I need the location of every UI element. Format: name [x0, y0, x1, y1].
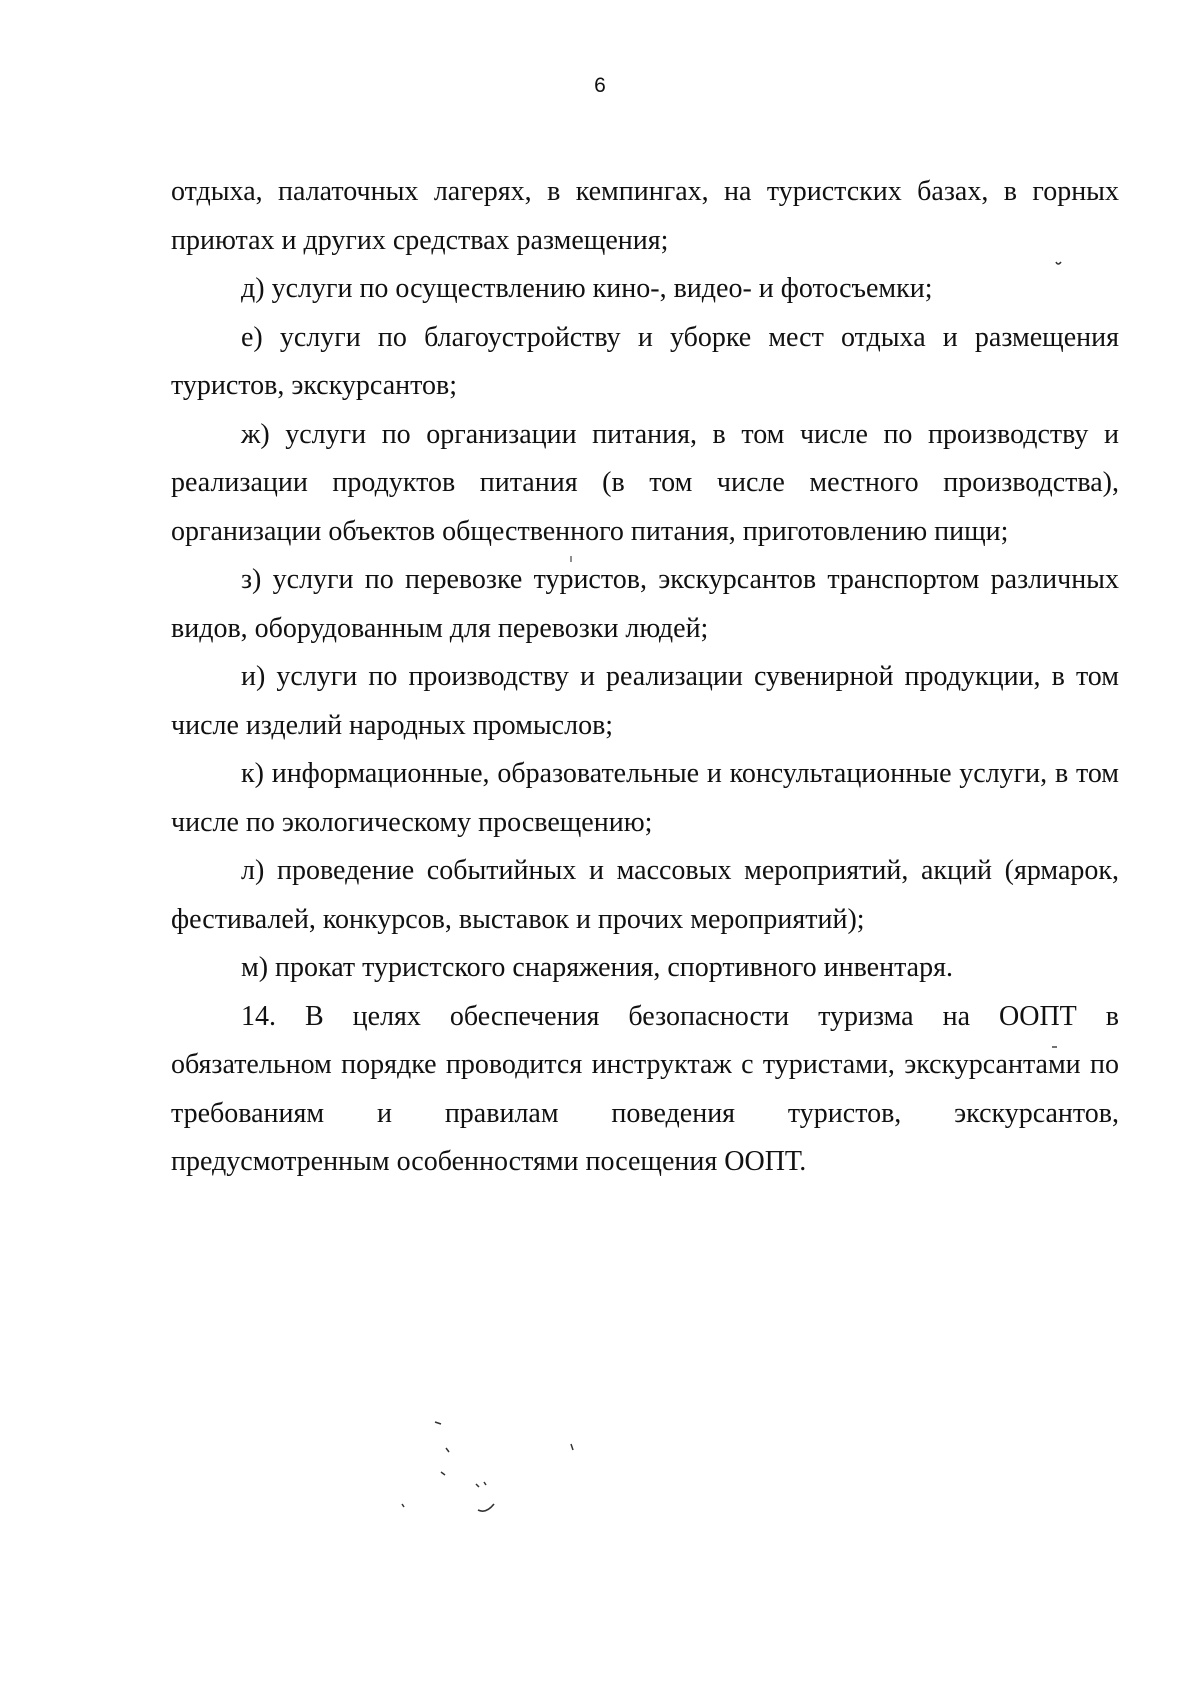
paragraph-item-l: л) проведение событийных и массовых мероприятий, акций (ярмарок, фестивалей, конкурсов, выставок и прочих мероприятий); — [171, 855, 1119, 935]
page-number: 6 — [594, 74, 606, 97]
item-14-line-3: требованиям и правилам поведения туристов, экскурсантов, — [171, 1097, 1119, 1129]
paragraph-item-e: е) услуги по благоустройству и уборке мест отдыха и размещения туристов, экскурсантов; — [171, 321, 1119, 401]
item-14-line-1: 14. В целях обеспечения безопасности туризма на ООПТ в — [241, 1000, 1119, 1032]
paragraph-item-zh: ж) услуги по организации питания, в том числе по производству и реализации продуктов питания (в том числе местного производства), организации объектов общественного питания, приготовлению пищи; — [171, 418, 1119, 547]
paragraph-item-14 — [171, 993, 1119, 1187]
item-14-line-4: предусмотренным особенностями посещения ООПТ. — [171, 1146, 807, 1177]
paragraph-item-z: з) услуги по перевозке туристов, экскурсантов транспортом различных видов, оборудованным для перевозки людей; — [171, 564, 1119, 644]
paragraph-item-d: д) услуги по осуществлению кино-, видео- и фотосъемки; — [241, 273, 933, 304]
paragraph-continuation: отдыха, палаточных лагерях, в кемпингах, на туристских базах, в горных приютах и других средствах размещения; — [171, 176, 1119, 256]
paragraph-item-k: к) информационные, образовательные и консультационные услуги, в том числе по экологическому просвещению; — [171, 758, 1119, 838]
paragraph-item-m: м) прокат туристского снаряжения, спортивного инвентаря. — [241, 952, 953, 983]
item-14-line-2: обязательном порядке проводится инструктаж с туристами, экскурсантами по — [171, 1049, 1119, 1080]
paragraph-item-i: и) услуги по производству и реализации сувенирной продукции, в том числе изделий народных промыслов; — [171, 661, 1119, 741]
document-body — [171, 168, 1119, 1187]
